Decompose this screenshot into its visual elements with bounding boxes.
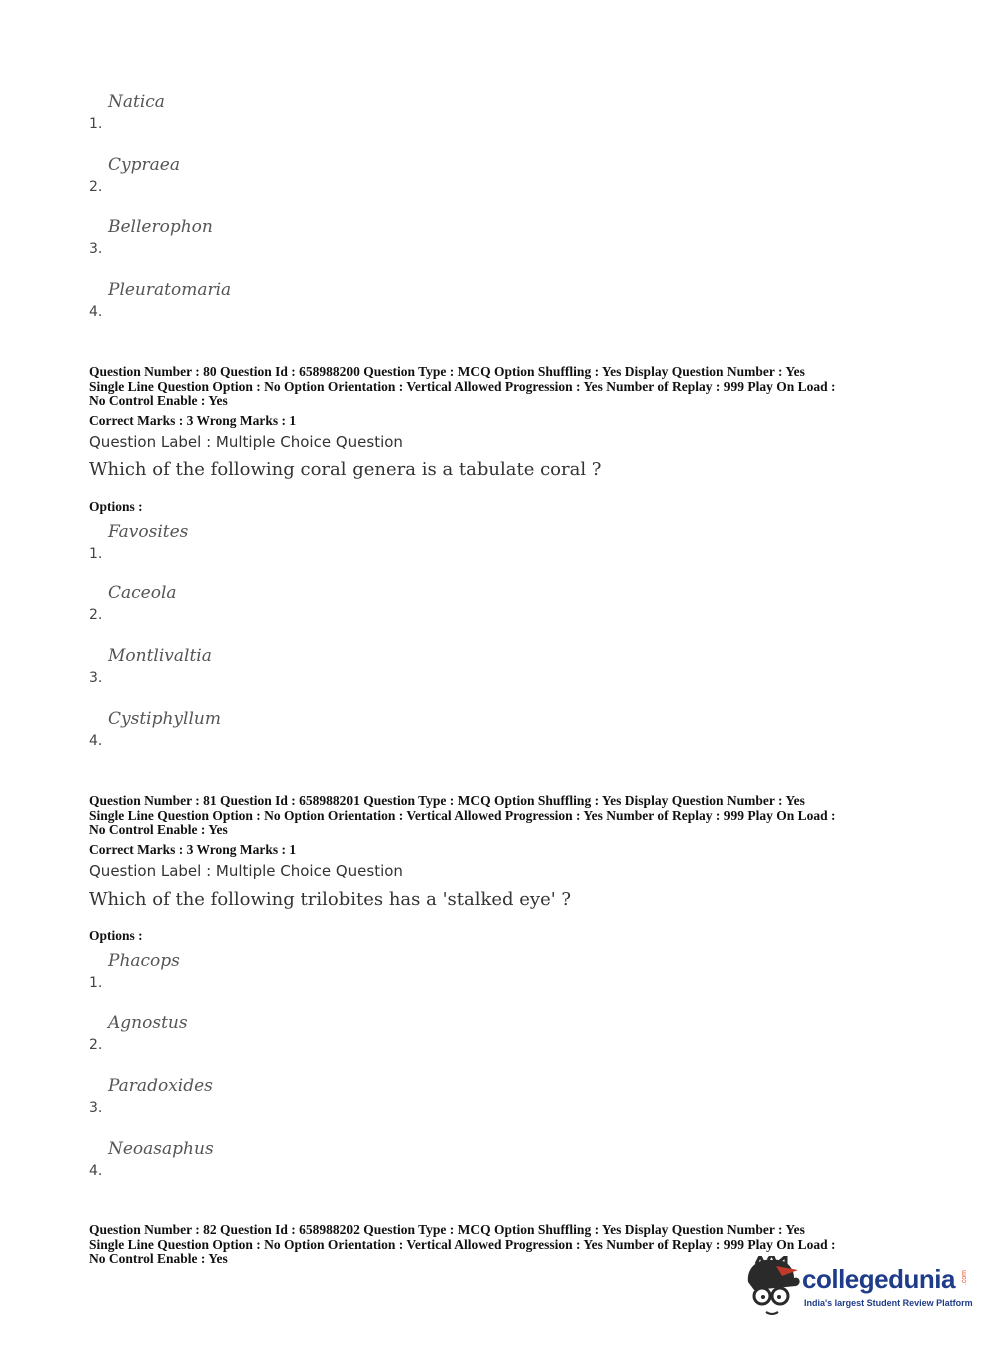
meta-line: No Control Enable : Yes [89, 822, 228, 837]
options-heading: Options : [89, 499, 143, 514]
option-item [0, 92, 400, 132]
collegedunia-logo [742, 1256, 972, 1320]
question-marks: Correct Marks : 3 Wrong Marks : 1 [89, 413, 297, 428]
option-item [0, 155, 400, 195]
option-text: Montlivaltia [108, 646, 212, 666]
option-item [0, 522, 400, 562]
option-number: 2. [89, 1037, 103, 1053]
question-label: Question Label : Multiple Choice Question [89, 433, 403, 451]
option-text: Cypraea [108, 155, 180, 175]
option-number: 2. [89, 179, 103, 195]
question-text: Which of the following trilobites has a 'stalked eye' ? [89, 889, 572, 910]
meta-line: No Control Enable : Yes [89, 393, 228, 408]
question-meta [89, 794, 919, 838]
meta-line: Question Number : 80 Question Id : 658988200 Question Type : MCQ Option Shuffling : Yes Display Question Number : Yes [89, 364, 805, 379]
option-item [0, 1139, 400, 1179]
question-text: Which of the following coral genera is a tabulate coral ? [89, 459, 602, 480]
option-number: 4. [89, 1163, 103, 1179]
option-number: 1. [89, 546, 103, 562]
option-text: Neoasaphus [108, 1139, 214, 1159]
option-number: 3. [89, 670, 103, 686]
option-number: 1. [89, 116, 103, 132]
option-item [0, 646, 400, 686]
option-number: 3. [89, 1100, 103, 1116]
option-text: Natica [108, 92, 165, 112]
logo-tagline: India's largest Student Review Platform [804, 1298, 973, 1308]
option-number: 4. [89, 304, 103, 320]
option-item [0, 951, 400, 991]
option-text: Pleuratomaria [108, 280, 232, 300]
logo-dotcom-text: .com [961, 1270, 968, 1286]
option-text: Cystiphyllum [108, 709, 221, 729]
option-text: Agnostus [108, 1013, 188, 1033]
option-item [0, 1013, 400, 1053]
option-text: Bellerophon [108, 217, 213, 237]
option-text: Favosites [108, 522, 189, 542]
option-item [0, 583, 400, 623]
option-number: 4. [89, 733, 103, 749]
option-number: 1. [89, 975, 103, 991]
option-text: Phacops [108, 951, 180, 971]
meta-line: No Control Enable : Yes [89, 1251, 228, 1266]
meta-line: Single Line Question Option : No Option Orientation : Vertical Allowed Progression : Yes Number of Replay : 999 Play On Load : [89, 1236, 836, 1252]
meta-line: Single Line Question Option : No Option Orientation : Vertical Allowed Progression : Yes Number of Replay : 999 Play On Load : [89, 378, 836, 394]
option-item [0, 709, 400, 749]
meta-line: Single Line Question Option : No Option Orientation : Vertical Allowed Progression : Yes Number of Replay : 999 Play On Load : [89, 807, 836, 823]
question-meta [89, 365, 919, 409]
mascot-icon [742, 1256, 802, 1320]
option-item [0, 1076, 400, 1116]
logo-brand-text: collegedunia [802, 1264, 955, 1294]
options-heading: Options : [89, 928, 143, 943]
option-number: 3. [89, 241, 103, 257]
option-text: Paradoxides [108, 1076, 213, 1096]
question-label: Question Label : Multiple Choice Question [89, 862, 403, 880]
meta-line: Question Number : 81 Question Id : 658988201 Question Type : MCQ Option Shuffling : Yes Display Question Number : Yes [89, 793, 805, 808]
option-number: 2. [89, 607, 103, 623]
meta-line: Question Number : 82 Question Id : 658988202 Question Type : MCQ Option Shuffling : Yes Display Question Number : Yes [89, 1222, 805, 1237]
option-item [0, 280, 400, 320]
option-item [0, 217, 400, 257]
question-marks: Correct Marks : 3 Wrong Marks : 1 [89, 842, 297, 857]
option-text: Caceola [108, 583, 177, 603]
